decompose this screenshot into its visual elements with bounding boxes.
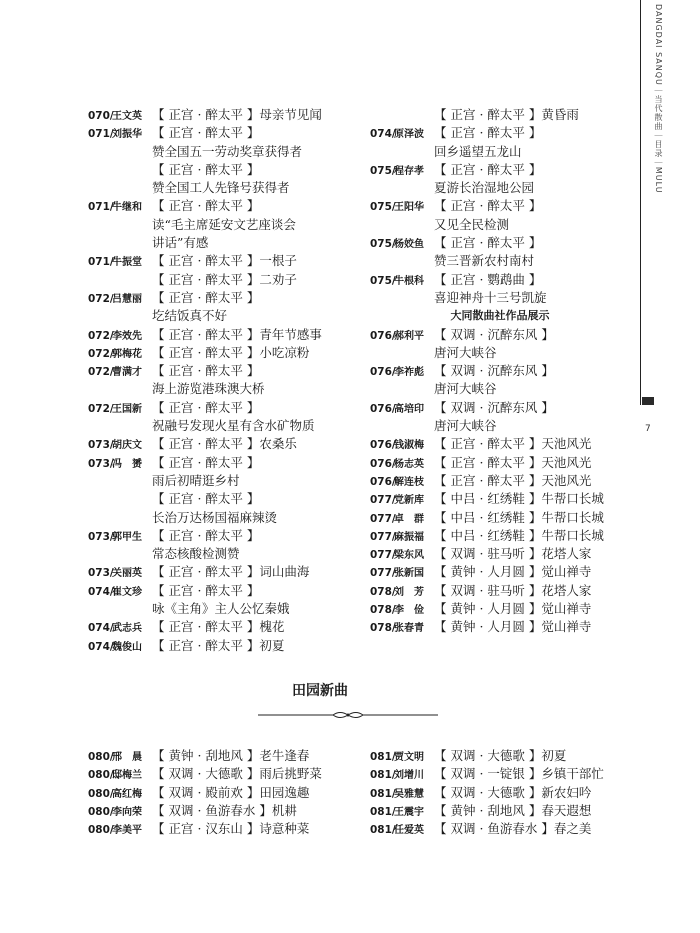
page-ref: 076/ bbox=[370, 329, 396, 342]
author-name: 武志兵 bbox=[112, 623, 142, 635]
toc-entry bbox=[370, 618, 630, 636]
toc-entry bbox=[370, 399, 630, 417]
author-name: 邢 晨 bbox=[112, 752, 142, 763]
toc-entry-continuation: 咏《主角》主人公忆秦娥 bbox=[152, 601, 290, 617]
author-name: 郭甲生 bbox=[112, 531, 142, 543]
page-ref: 073/ bbox=[88, 439, 114, 452]
work-title: 【 正宫 · 醉太平 】母亲节见闻 bbox=[152, 107, 322, 122]
toc-entry bbox=[88, 637, 358, 655]
page-ref: 080/ bbox=[88, 787, 114, 800]
toc-entry-continuation: 夏游长治湿地公园 bbox=[434, 180, 535, 196]
toc-entry bbox=[88, 618, 358, 636]
toc-entry-continuation: 赞三晋新农村南村 bbox=[434, 253, 535, 269]
page-ref: 071/ bbox=[88, 201, 114, 214]
work-title: 【 黄钟 · 人月圆 】觉山禅寺 bbox=[434, 601, 592, 617]
toc-entry bbox=[88, 802, 358, 820]
title-ornament bbox=[258, 710, 438, 720]
toc-entry-continuation: 海上游览港珠澳大桥 bbox=[152, 381, 265, 397]
subsection-heading: 大同散曲社作品展示 bbox=[450, 309, 550, 323]
author-name: 吕慧丽 bbox=[112, 293, 142, 305]
toc-entry bbox=[88, 784, 358, 802]
work-title: 【 正宫 · 醉太平 】农桑乐 bbox=[152, 436, 297, 452]
page-ref: 081/ bbox=[370, 787, 396, 800]
work-title: 【 双调 · 沉醉东风 】 bbox=[434, 363, 554, 379]
toc-entry bbox=[88, 765, 358, 783]
work-title: 【 正宫 · 醉太平 】 bbox=[152, 125, 260, 141]
page-ref: 081/ bbox=[370, 751, 396, 763]
page-ref: 076/ bbox=[370, 457, 396, 470]
work-title: 【 黄钟 · 刮地风 】老牛逢春 bbox=[152, 748, 310, 763]
page-ref: 071/ bbox=[88, 256, 114, 269]
page-ref: 075/ bbox=[370, 164, 396, 177]
work-title: 【 正宫 · 醉太平 】 bbox=[152, 399, 260, 415]
page-ref: 080/ bbox=[88, 824, 114, 837]
toc-entry bbox=[370, 326, 630, 344]
toc-entry bbox=[88, 106, 358, 124]
author-name: 曹满才 bbox=[112, 367, 142, 379]
work-title: 【 正宫 · 醉太平 】天池风光 bbox=[434, 472, 592, 488]
toc-entry bbox=[370, 563, 630, 581]
work-title: 【 正宫 · 醉太平 】 bbox=[434, 125, 542, 141]
author-name: 刘 芳 bbox=[394, 586, 424, 598]
toc-right-column-2 bbox=[370, 747, 630, 838]
toc-entry bbox=[370, 362, 630, 380]
author-name: 崔文珍 bbox=[112, 586, 142, 598]
toc-entry bbox=[370, 784, 630, 802]
toc-entry bbox=[88, 747, 358, 765]
author-name: 麻振福 bbox=[394, 531, 424, 543]
toc-entry bbox=[88, 289, 358, 307]
page-ref: 072/ bbox=[88, 366, 114, 379]
toc-entry-continuation: 赞全国五一劳动奖章获得者 bbox=[152, 143, 303, 159]
author-name: 王文英 bbox=[112, 111, 142, 122]
work-title: 【 正宫 · 醉太平 】 bbox=[434, 235, 542, 251]
work-title: 【 黄钟 · 人月圆 】觉山禅寺 bbox=[434, 619, 592, 635]
toc-entry bbox=[370, 582, 630, 600]
toc-entry-continuation: 喜迎神舟十三号凯旋 bbox=[434, 289, 547, 305]
author-name: 关丽英 bbox=[112, 568, 142, 580]
section-title: 田园新曲 bbox=[292, 683, 348, 699]
toc-entry bbox=[370, 820, 630, 838]
page-ref: 077/ bbox=[370, 530, 396, 543]
toc-entry bbox=[370, 509, 630, 527]
work-title: 【 双调 · 驻马听 】花塔人家 bbox=[434, 546, 592, 562]
page-ref: 077/ bbox=[370, 494, 396, 507]
work-title: 【 双调 · 大德歌 】新农妇吟 bbox=[434, 784, 592, 800]
work-title: 【 双调 · 大德歌 】初夏 bbox=[434, 748, 567, 763]
author-name: 牛振堂 bbox=[112, 257, 142, 269]
author-name: 高红梅 bbox=[112, 788, 142, 800]
toc-entry-continuation: 回乡遥望五龙山 bbox=[434, 143, 522, 159]
author-name: 李美平 bbox=[112, 825, 142, 837]
work-title: 【 正宫 · 醉太平 】 bbox=[152, 363, 260, 379]
page-ref: 076/ bbox=[370, 439, 396, 452]
author-name: 刘增川 bbox=[394, 770, 424, 782]
toc-entry bbox=[370, 454, 630, 472]
toc-entry-continuation: 唐河大峡谷 bbox=[434, 381, 497, 397]
toc-entry-continuation: 讲话”有感 bbox=[152, 235, 209, 251]
page-ref: 073/ bbox=[88, 457, 114, 470]
work-title: 【 正宫 · 醉太平 】 bbox=[152, 198, 260, 214]
author-name: 李祚彪 bbox=[394, 367, 424, 379]
toc-entry bbox=[370, 197, 630, 215]
toc-entry bbox=[370, 472, 630, 490]
toc-entry bbox=[88, 124, 358, 142]
author-name: 张春青 bbox=[394, 623, 424, 635]
work-title: 【 黄钟 · 人月圆 】觉山禅寺 bbox=[434, 564, 592, 580]
author-name: 王震宇 bbox=[394, 806, 424, 818]
work-title: 【 正宫 · 醉太平 】小吃凉粉 bbox=[152, 344, 310, 360]
work-title: 【 正宫 · 醉太平 】 bbox=[152, 289, 260, 305]
toc-entry-continuation: 赞全国工人先锋号获得者 bbox=[152, 180, 290, 196]
author-name: 杨志英 bbox=[394, 458, 424, 470]
author-name: 贾文明 bbox=[394, 752, 424, 763]
author-name: 牛继和 bbox=[112, 202, 142, 214]
work-title: 【 正宫 · 醉太平 】天池风光 bbox=[434, 436, 592, 452]
author-name: 胡庆文 bbox=[112, 440, 142, 452]
toc-entry bbox=[88, 527, 358, 545]
work-title: 【 正宫 · 汉东山 】诗意种菜 bbox=[152, 821, 310, 837]
work-title: 【 双调 · 殿前欢 】田园逸趣 bbox=[152, 784, 310, 800]
work-title: 【 双调 · 鱼游春水 】机耕 bbox=[152, 802, 297, 818]
page-ref: 074/ bbox=[88, 640, 114, 653]
toc-entry bbox=[370, 802, 630, 820]
toc-entry-continuation: 长治万达杨国福麻辣烫 bbox=[152, 509, 278, 525]
work-title: 【 正宫 · 醉太平 】 bbox=[434, 161, 542, 177]
toc-entry bbox=[88, 563, 358, 581]
work-title: 【 正宫 · 醉太平 】词山曲海 bbox=[152, 564, 310, 580]
toc-entry bbox=[88, 362, 358, 380]
toc-entry-continuation: 祝融号发现火星有含水矿物质 bbox=[152, 418, 315, 434]
work-title: 【 双调 · 鱼游春水 】春之美 bbox=[434, 821, 592, 837]
page-ref: 080/ bbox=[88, 769, 114, 782]
toc-entry-continuation: 唐河大峡谷 bbox=[434, 418, 497, 434]
toc-entry-continuation: 又见全民检测 bbox=[434, 216, 510, 232]
author-name: 党新库 bbox=[394, 495, 424, 507]
page-ref: 075/ bbox=[370, 238, 396, 251]
toc-entry-continuation: 【 正宫 · 醉太平 】黄昏雨 bbox=[434, 107, 579, 122]
running-header: DANGDAI SANQU｜当代散曲｜目录｜MULU bbox=[654, 4, 663, 194]
toc-entry bbox=[370, 271, 630, 289]
page-ref: 078/ bbox=[370, 604, 396, 617]
toc-entry bbox=[370, 234, 630, 252]
page-ref: 081/ bbox=[370, 824, 396, 837]
page-ref: 073/ bbox=[88, 530, 114, 543]
toc-entry bbox=[370, 747, 630, 765]
work-title: 【 正宫 · 醉太平 】天池风光 bbox=[434, 454, 592, 470]
toc-entry bbox=[370, 600, 630, 618]
page-ref: 077/ bbox=[370, 549, 396, 562]
author-name: 高培印 bbox=[394, 403, 424, 415]
work-title: 【 正宫 · 醉太平 】 bbox=[152, 582, 260, 598]
author-name: 任爱英 bbox=[394, 825, 424, 837]
work-title: 【 中吕 · 红绣鞋 】牛帮口长城 bbox=[434, 491, 604, 507]
toc-entry-continuation: 圪结饭真不好 bbox=[152, 308, 228, 324]
author-name: 解连枝 bbox=[394, 476, 424, 488]
toc-left-column bbox=[88, 106, 358, 655]
page-ref: 080/ bbox=[88, 805, 114, 818]
toc-entry bbox=[88, 435, 358, 453]
toc-entry bbox=[370, 490, 630, 508]
toc-entry bbox=[88, 820, 358, 838]
toc-entry-continuation: 读“毛主席延安文艺座谈会 bbox=[152, 216, 296, 232]
work-title: 【 双调 · 沉醉东风 】 bbox=[434, 399, 554, 415]
toc-entry bbox=[370, 545, 630, 563]
work-title: 【 正宫 · 醉太平 】 bbox=[434, 198, 542, 214]
author-name: 梁东风 bbox=[394, 550, 424, 562]
author-name: 程存孝 bbox=[394, 165, 424, 177]
toc-entry bbox=[88, 582, 358, 600]
work-title: 【 中吕 · 红绣鞋 】牛帮口长城 bbox=[434, 527, 604, 543]
author-name: 牛根科 bbox=[394, 275, 424, 287]
work-title: 【 正宫 · 醉太平 】槐花 bbox=[152, 619, 285, 635]
toc-entry bbox=[370, 765, 630, 783]
page-ref: 077/ bbox=[370, 567, 396, 580]
page-ref: 074/ bbox=[370, 128, 396, 141]
author-name: 李 俭 bbox=[394, 605, 424, 617]
work-title: 【 正宫 · 鹦鹉曲 】 bbox=[434, 271, 542, 287]
page-ref: 073/ bbox=[88, 567, 114, 580]
toc-entry bbox=[88, 326, 358, 344]
toc-entry-continuation: 唐河大峡谷 bbox=[434, 344, 497, 360]
page-ref: 075/ bbox=[370, 274, 396, 287]
page-ref: 081/ bbox=[370, 805, 396, 818]
page-ref: 080/ bbox=[88, 751, 114, 763]
author-name: 原泽波 bbox=[394, 129, 424, 141]
work-title: 【 双调 · 沉醉东风 】 bbox=[434, 326, 554, 342]
page-ref: 072/ bbox=[88, 347, 114, 360]
author-name: 冯 赟 bbox=[112, 458, 142, 470]
side-marker bbox=[642, 397, 654, 405]
work-title: 【 正宫 · 醉太平 】初夏 bbox=[152, 637, 285, 653]
side-rule bbox=[640, 0, 641, 405]
toc-entry-continuation: 雨后初晴逛乡村 bbox=[152, 472, 240, 488]
toc-entry bbox=[88, 344, 358, 362]
author-name: 李效先 bbox=[112, 330, 142, 342]
author-name: 王阳华 bbox=[394, 202, 424, 214]
work-title: 【 中吕 · 红绣鞋 】牛帮口长城 bbox=[434, 509, 604, 525]
work-title: 【 双调 · 大德歌 】雨后挑野菜 bbox=[152, 766, 322, 782]
author-name: 刘振华 bbox=[112, 129, 142, 141]
toc-right-column bbox=[370, 106, 630, 637]
toc-entry bbox=[88, 399, 358, 417]
page-number: 7 bbox=[645, 424, 651, 434]
toc-entry-continuation: 常态核酸检测赞 bbox=[152, 546, 240, 562]
page-ref: 078/ bbox=[370, 622, 396, 635]
author-name: 杨姣鱼 bbox=[394, 239, 424, 251]
page-ref: 075/ bbox=[370, 201, 396, 214]
toc-entry bbox=[88, 197, 358, 215]
author-name: 李向荣 bbox=[112, 806, 142, 818]
work-title: 【 双调 · 一锭银 】乡镇干部忙 bbox=[434, 766, 604, 782]
page-ref: 077/ bbox=[370, 512, 396, 525]
work-title: 【 正宫 · 醉太平 】一根子 bbox=[152, 253, 297, 269]
toc-entry bbox=[370, 124, 630, 142]
work-title: 【 正宫 · 醉太平 】 bbox=[152, 527, 260, 543]
work-title: 【 双调 · 驻马听 】花塔人家 bbox=[434, 582, 592, 598]
toc-entry bbox=[88, 454, 358, 472]
page-ref: 076/ bbox=[370, 402, 396, 415]
page-ref: 078/ bbox=[370, 585, 396, 598]
page-ref: 081/ bbox=[370, 769, 396, 782]
author-name: 郭梅花 bbox=[112, 348, 142, 360]
page-ref: 074/ bbox=[88, 585, 114, 598]
toc-entry-continuation: 【 正宫 · 醉太平 】 bbox=[152, 491, 260, 507]
toc-entry bbox=[88, 252, 358, 270]
toc-entry bbox=[370, 161, 630, 179]
author-name: 吴雅慧 bbox=[394, 788, 424, 800]
toc-left-column-2 bbox=[88, 747, 358, 838]
author-name: 钱淑梅 bbox=[394, 440, 424, 452]
author-name: 邸梅兰 bbox=[112, 770, 142, 782]
author-name: 张新国 bbox=[394, 568, 424, 580]
toc-entry bbox=[370, 527, 630, 545]
page-ref: 074/ bbox=[88, 622, 114, 635]
author-name: 卓 群 bbox=[394, 513, 424, 525]
page-ref: 072/ bbox=[88, 402, 114, 415]
toc-entry bbox=[370, 435, 630, 453]
author-name: 魏俊山 bbox=[112, 641, 142, 653]
page-ref: 076/ bbox=[370, 366, 396, 379]
work-title: 【 正宫 · 醉太平 】 bbox=[152, 454, 260, 470]
page-ref: 076/ bbox=[370, 475, 396, 488]
page-ref: 072/ bbox=[88, 329, 114, 342]
page-ref: 070/ bbox=[88, 110, 114, 122]
page-ref: 072/ bbox=[88, 292, 114, 305]
work-title: 【 黄钟 · 刮地风 】春天遐想 bbox=[434, 802, 592, 818]
page-ref: 071/ bbox=[88, 128, 114, 141]
author-name: 王国新 bbox=[112, 403, 142, 415]
work-title: 【 正宫 · 醉太平 】青年节感事 bbox=[152, 326, 322, 342]
toc-entry-continuation: 【 正宫 · 醉太平 】 bbox=[152, 161, 260, 177]
toc-entry-continuation: 【 正宫 · 醉太平 】二劝子 bbox=[152, 271, 297, 287]
author-name: 郝利平 bbox=[394, 330, 424, 342]
